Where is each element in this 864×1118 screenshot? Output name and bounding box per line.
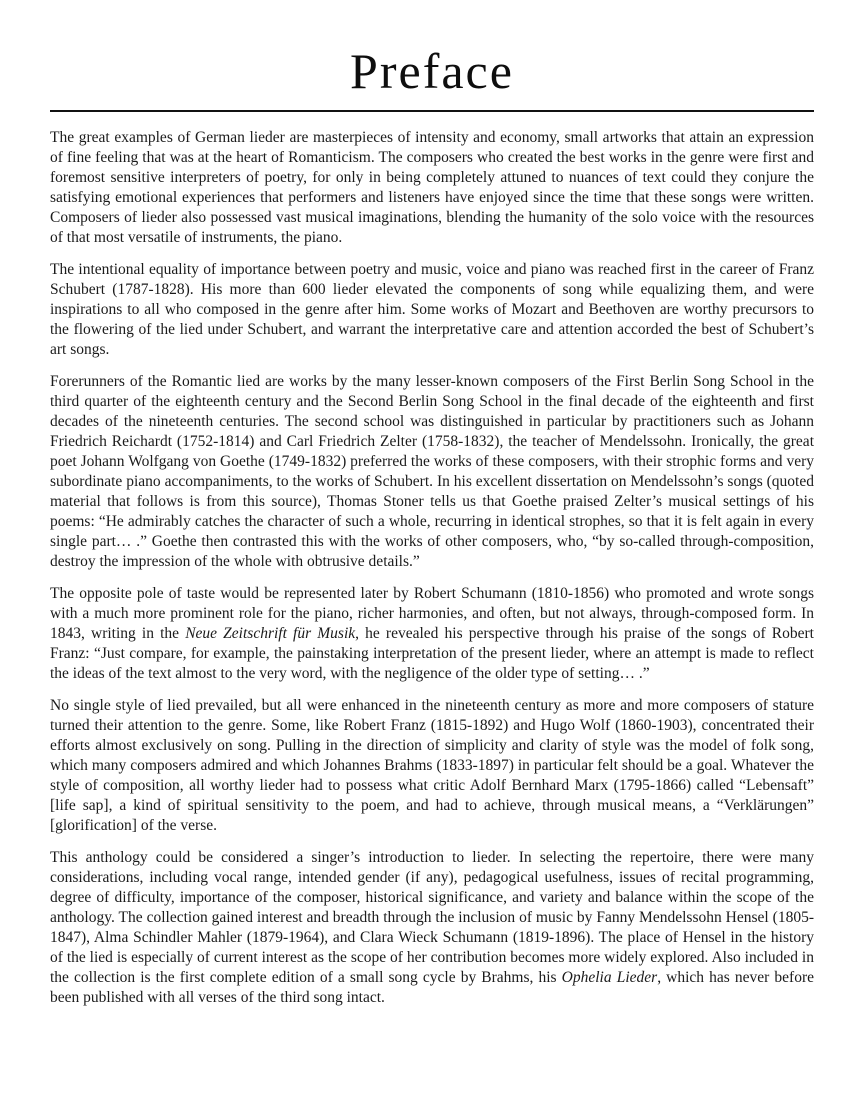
paragraph — [50, 696, 814, 836]
text-run: The intentional equality of importance between poetry and music, voice and piano was reached first in the career of Franz Schubert (1787-1828). His more than 600 lieder elevated the components of song while equalizing them, and were inspirations to all who composed in the genre after him. Some works of Mozart and Beethoven are worthy precursors to the flowering of the lied under Schubert, and warrant the interpretative care and attention accorded the best of Schubert’s art songs. — [50, 261, 814, 358]
preface-body — [50, 128, 814, 1008]
paragraph — [50, 584, 814, 684]
paragraph — [50, 260, 814, 360]
text-run: Forerunners of the Romantic lied are works by the many lesser-known composers of the First Berlin Song School in the third quarter of the eighteenth century and the Second Berlin Song School in the final decade of the eighteenth and first decades of the nineteenth centuries. The second school was distinguished in particular by practitioners such as Johann Friedrich Reichardt (1752-1814) and Carl Friedrich Zelter (1758-1832), the teacher of Mendelssohn. Ironically, the great poet Johann Wolfgang von Goethe (1749-1832) preferred the works of these composers, with their strophic forms and very subordinate piano accompaniments, to the works of Schubert. In his excellent dissertation on Mendelssohn’s songs (quoted material that follows is from this source), Thomas Stoner tells us that Goethe praised Zelter’s musical settings of his poems: “He admirably catches the character of such a whole, recurring in identical strophes, so that it is felt again in every single part… .” Goethe then contrasted this with the works of other composers, who, “by so-called through-composition, destroy the impression of the whole with obtrusive details.” — [50, 373, 814, 570]
text-run: The great examples of German lieder are masterpieces of intensity and economy, small artworks that attain an expression of fine feeling that was at the heart of Romanticism. The composers who created the best works in the genre were first and foremost sensitive interpreters of poetry, for only in being completely attuned to nuances of text could they conjure the satisfying emotional experiences that performers and listeners have enjoyed since the time that these songs were written. Composers of lieder also possessed vast musical imaginations, blending the humanity of the solo voice with the resources of that most versatile of instruments, the piano. — [50, 129, 814, 246]
text-run: , which has never before been published with all verses of the third song intact. — [50, 969, 815, 1006]
italic-text-run: Ophelia Lieder — [561, 969, 658, 986]
text-run: , he revealed his perspective through his praise of the songs of Robert Franz: “Just compare, for example, the painstaking interpretation of the present lieder, where an attempt is made to reflect the ideas of the text almost to the very word, with the negligence of the older type of setting… .” — [50, 625, 814, 682]
text-run: No single style of lied prevailed, but all were enhanced in the nineteenth century as more and more composers of stature turned their attention to the genre. Some, like Robert Franz (1815-1892) and Hugo Wolf (1860-1903), concentrated their efforts almost exclusively on song. Pulling in the direction of simplicity and clarity of style was the model of folk song, which many composers admired and which Johannes Brahms (1833-1897) in particular felt should be a goal. Whatever the style of composition, all worthy lieder had to possess what critic Adolf Bernhard Marx (1795-1866) called “Lebensaft” [life sap], a kind of spiritual sensitivity to the poem, and had to achieve, through musical means, a “Verklärungen” [glorification] of the verse. — [50, 697, 814, 834]
paragraph — [50, 372, 814, 572]
page-title: Preface — [350, 43, 514, 99]
text-run: The opposite pole of taste would be represented later by Robert Schumann (1810-1856) who promoted and wrote songs with a much more prominent role for the piano, richer harmonies, and often, but not always, through-composed form. In 1843, writing in the — [50, 585, 814, 642]
paragraph — [50, 848, 814, 1008]
italic-text-run: Neue Zeitschrift für Musik — [185, 625, 356, 642]
text-run: This anthology could be considered a singer’s introduction to lieder. In selecting the repertoire, there were many considerations, including vocal range, intended gender (if any), pedagogical usefulness, issues of recital programming, degree of difficulty, importance of the composer, historical significance, and variety and balance within the scope of the anthology. The collection gained interest and breadth through the inclusion of music by Fanny Mendelssohn Hensel (1805-1847), Alma Schindler Mahler (1879-1964), and Clara Wieck Schumann (1819-1896). The place of Hensel in the history of the lied is especially of current interest as the scope of her contribution becomes more widely explored. Also included in the collection is the first complete edition of a small song cycle by Brahms, his — [50, 849, 814, 986]
paragraph — [50, 128, 814, 248]
title-rule — [50, 110, 814, 112]
